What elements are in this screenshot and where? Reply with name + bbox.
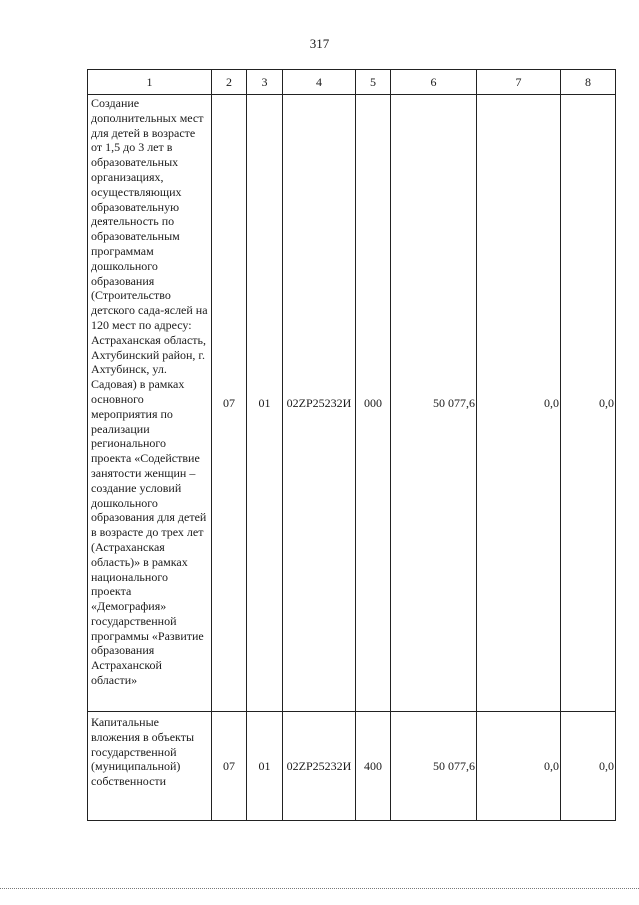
page-number: 317 bbox=[309, 36, 330, 51]
header-cell-5: 5 bbox=[356, 70, 391, 95]
amount-col-8: 0,0 bbox=[561, 712, 616, 821]
section-code: 07 bbox=[212, 712, 247, 821]
amount-col-6: 50 077,6 bbox=[391, 95, 477, 712]
table-row bbox=[88, 712, 616, 821]
amount-col-6: 50 077,6 bbox=[391, 712, 477, 821]
target-article-code: 02ZP25232И bbox=[283, 712, 356, 821]
header-cell-1: 1 bbox=[88, 70, 212, 95]
expense-type-code: 000 bbox=[356, 95, 391, 712]
row-description: Создание дополнительных мест для детей в возрасте от 1,5 до 3 лет в образовательных организациях, осуществляющих образовательную деятельность по образовательным программам дошкольного образования (Строительство детского сада-яслей на 120 мест по адресу: Астраханская область, Ахтубинский район, г. Ахтубинск, ул. Садовая) в рамках основного мероприятия по реализации регионального проекта «Содействие занятости женщин – создание условий дошкольного образования для детей в возрасте до трех лет (Астраханская область)» в рамках национального проекта «Демография» государственной программы «Развитие образования Астраханской области» bbox=[88, 95, 212, 712]
page-bottom-rule bbox=[0, 888, 639, 889]
amount-col-8: 0,0 bbox=[561, 95, 616, 712]
amount-col-7: 0,0 bbox=[477, 712, 561, 821]
row-description: Капитальные вложения в объекты государственной (муниципальной) собственности bbox=[88, 712, 212, 821]
budget-table bbox=[87, 69, 616, 821]
header-cell-7: 7 bbox=[477, 70, 561, 95]
header-cell-4: 4 bbox=[283, 70, 356, 95]
expense-type-code: 400 bbox=[356, 712, 391, 821]
amount-col-7: 0,0 bbox=[477, 95, 561, 712]
subsection-code: 01 bbox=[247, 95, 283, 712]
section-code: 07 bbox=[212, 95, 247, 712]
header-cell-6: 6 bbox=[391, 70, 477, 95]
header-row bbox=[88, 70, 616, 95]
target-article-code: 02ZP25232И bbox=[283, 95, 356, 712]
subsection-code: 01 bbox=[247, 712, 283, 821]
table-row bbox=[88, 95, 616, 712]
header-cell-2: 2 bbox=[212, 70, 247, 95]
header-cell-8: 8 bbox=[561, 70, 616, 95]
header-cell-3: 3 bbox=[247, 70, 283, 95]
